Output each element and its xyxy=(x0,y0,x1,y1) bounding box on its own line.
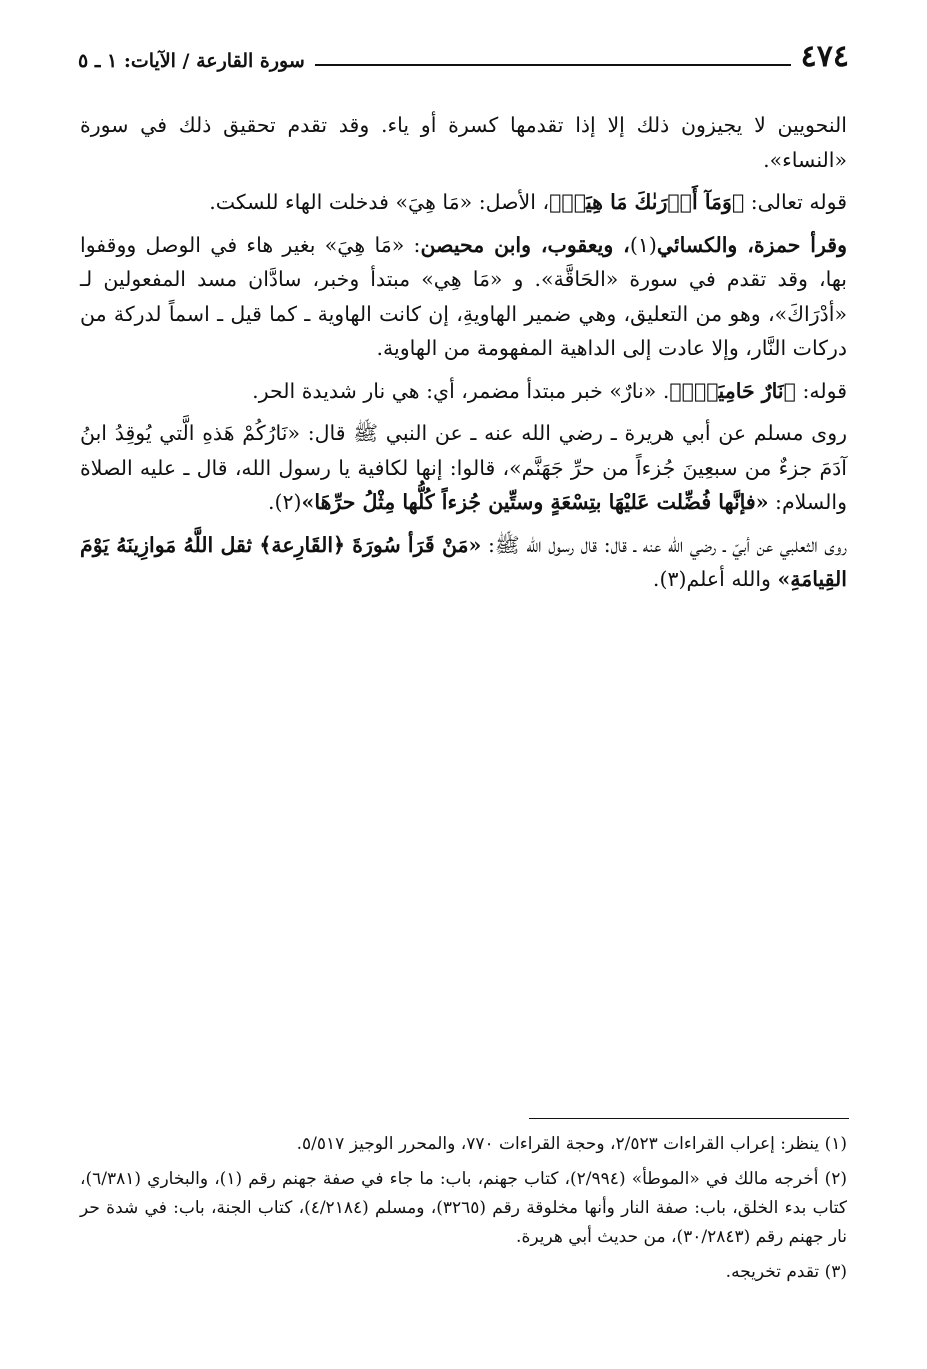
footnote-marker: (١) xyxy=(824,1134,847,1154)
footnote-3 xyxy=(80,1258,847,1287)
footnote-2 xyxy=(80,1165,847,1252)
paragraph-6-intro: روى الثعلبي عن أبيّ ـ رضي الله عنه ـ قال: قال رسول الله ﷺ: xyxy=(481,532,847,557)
paragraph-5-intro: روى مسلم عن أبي هريرة ـ رضي الله عنه ـ عن النبي ﷺ قال: xyxy=(300,421,848,445)
paragraph-4-intro: قوله: xyxy=(795,378,847,403)
paragraph-6-end: . xyxy=(652,567,660,591)
page-header xyxy=(78,32,849,72)
paragraph-1 xyxy=(80,108,847,177)
footnote-1 xyxy=(80,1130,847,1159)
paragraph-2 xyxy=(80,185,847,220)
readers-list: وقرأ حمزة، والكسائي xyxy=(656,232,848,257)
quran-verse: ﴿نَارٌ حَامِيَةٌۢ﴾ xyxy=(669,378,796,403)
hadith-quote-3: «مَنْ قَرَأ سُورَةَ ﴿القَارِعة﴾ ثقل اللَّهُ مَوازِينَهُ يَوْمَ القِيامَةِ» xyxy=(80,532,847,591)
paragraph-3 xyxy=(80,228,847,366)
footnote-text: أخرجه مالك في «الموطأ» (٢/٩٩٤)، كتاب جهنم، باب: ما جاء في صفة جهنم رقم (١)، والبخاري (٦/٣٨١)، كتاب بدء الخلق، باب: صفة النار وأنها مخلوقة رقم (٣٢٦٥)، ومسلم (٤/٢١٨٤)، كتاب الجنة، باب: في شدة حر نار جهنم رقم (٣٠/٢٨٤٣)، من حديث أبي هريرة. xyxy=(80,1169,847,1247)
page-number: ٤٧٤ xyxy=(800,39,849,74)
footnote-marker: (٣) xyxy=(824,1262,847,1282)
readers-list-cont: ، ويعقوب، وابن محيصن xyxy=(420,232,630,257)
running-title: سورة القارعة / الآيات: ١ ـ ٥ xyxy=(78,50,305,72)
paragraph-6 xyxy=(80,528,847,597)
paragraph-6-rest: والله أعلم xyxy=(686,567,778,591)
paragraph-5-end: . xyxy=(268,490,275,514)
footnote-text: تقدم تخريجه. xyxy=(725,1262,820,1282)
hadith-quote-2: «فإنَّها فُضِّلت عَليْهَا بتِسْعَةٍ وستِّين جُزءاً كُلُّها مِثْلُ حرِّهَا» xyxy=(301,490,769,514)
paragraph-4 xyxy=(80,374,847,409)
paragraph-3-rest: : «مَا هِيَ» بغير هاء في الوصل ووقفوا بها، وقد تقدم في سورة «الحَاقَّة». و «مَا هِي» مبتدأ وخبر، سادَّان مسد المفعولين لـ «أدْرَاكَ»، وهو من التعليق، وهي ضمير الهاويةِ، إن كانت الهاوية ـ كما قيل ـ اسماً لدركة من دركات النَّار، وإلا عادت إلى الداهية المفهومة من الهاوية. xyxy=(80,232,847,360)
footnote-ref-1: (١) xyxy=(629,232,657,257)
paragraph-5 xyxy=(80,416,847,520)
quran-verse: ﴿وَمَآ أَدۡرَىٰكَ مَا هِيَهۡ﴾ xyxy=(549,190,745,214)
paragraph-5-mid: ، قالوا: إنها لكافية يا رسول الله، قال ـ عليه الصلاة والسلام: xyxy=(80,455,847,514)
main-text xyxy=(80,108,847,605)
paragraph-2-intro: قوله تعالى: xyxy=(744,190,847,214)
paragraph-4-rest: . «نارٌ» خبر مبتدأ مضمر، أي: هي نار شديدة الحر. xyxy=(252,378,670,403)
paragraph-2-rest: ، الأصل: «مَا هِيَ» فدخلت الهاء للسكت. xyxy=(209,190,550,214)
footnotes xyxy=(80,1130,847,1293)
footnote-ref-3: (٣) xyxy=(659,567,687,591)
footnote-marker: (٢) xyxy=(824,1169,847,1189)
footnote-separator xyxy=(529,1118,849,1119)
header-rule xyxy=(315,36,791,66)
paragraph-1-text: النحويين لا يجيزون ذلك إلا إذا تقدمها كسرة أو ياء. وقد تقدم تحقيق ذلك في سورة «النساء». xyxy=(80,113,847,172)
hadith-quote: «نَارُكُمْ هَذهِ الَّتي يُوقِدُ ابنُ آدَمَ جزءٌ من سبعِينَ جُزءاً من حرِّ جَهَنَّم» xyxy=(80,421,847,480)
footnote-ref-2: (٢) xyxy=(274,490,302,514)
footnote-text: ينظر: إعراب القراءات ٢/٥٢٣، وحجة القراءات ٧٧٠، والمحرر الوجيز ٥/٥١٧. xyxy=(296,1134,820,1154)
